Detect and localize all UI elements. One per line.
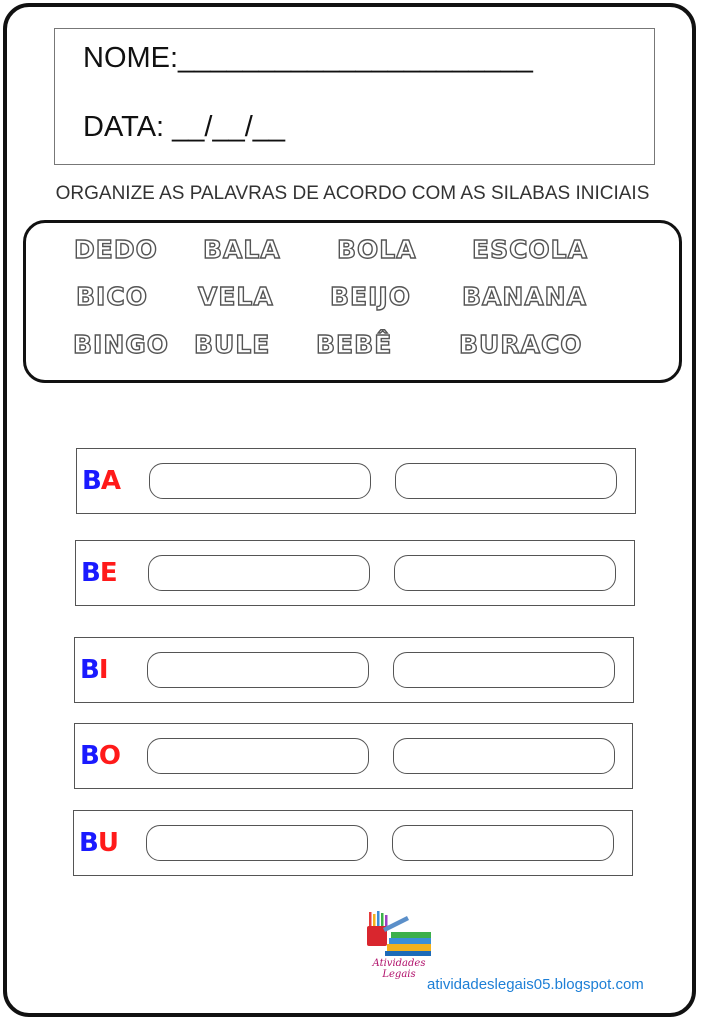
word-item: DEDO [74, 235, 158, 264]
instruction-text: ORGANIZE AS PALAVRAS DE ACORDO COM AS SILABAS INICIAIS [55, 183, 650, 204]
answer-slot-1[interactable] [147, 738, 369, 774]
word-item: BEIJO [330, 282, 411, 311]
syllable-label: BA [82, 466, 120, 496]
answer-slot-1[interactable] [149, 463, 371, 499]
answer-slot-1[interactable] [147, 652, 369, 688]
word-bank [23, 220, 682, 383]
syllable-row-bi [74, 637, 634, 703]
word-item: BANANA [462, 282, 587, 311]
word-item: ESCOLA [472, 235, 588, 264]
logo-text: Legais [382, 969, 416, 980]
student-info-box [54, 28, 655, 165]
date-field-label[interactable]: DATA: __/__/__ [83, 111, 286, 143]
logo-text: Atividades [372, 958, 426, 969]
atividades-legais-logo [363, 910, 435, 990]
answer-slot-2[interactable] [394, 555, 616, 591]
word-item: BALA [203, 235, 281, 264]
answer-slot-2[interactable] [392, 825, 614, 861]
syllable-row-be [75, 540, 635, 606]
answer-slot-1[interactable] [146, 825, 368, 861]
word-item: BULE [194, 330, 271, 359]
word-item: BOLA [337, 235, 417, 264]
word-item: BICO [76, 282, 148, 311]
syllable-label: BI [80, 655, 108, 685]
answer-slot-2[interactable] [393, 738, 615, 774]
word-item: BEBÊ [316, 330, 393, 359]
books-and-pencils-icon [363, 910, 435, 956]
syllable-label: BE [81, 558, 117, 588]
syllable-label: BU [79, 828, 118, 858]
syllable-row-ba [76, 448, 636, 514]
syllable-row-bo [74, 723, 633, 789]
answer-slot-2[interactable] [395, 463, 617, 499]
word-item: VELA [198, 282, 274, 311]
answer-slot-1[interactable] [148, 555, 370, 591]
word-item: BINGO [73, 330, 170, 359]
syllable-label: BO [80, 741, 120, 771]
syllable-row-bu [73, 810, 633, 876]
blog-url-link[interactable]: atividadeslegais05.blogspot.com [427, 976, 644, 993]
word-item: BURACO [459, 330, 583, 359]
answer-slot-2[interactable] [393, 652, 615, 688]
name-field-label[interactable]: NOME:______________________ [83, 42, 533, 74]
